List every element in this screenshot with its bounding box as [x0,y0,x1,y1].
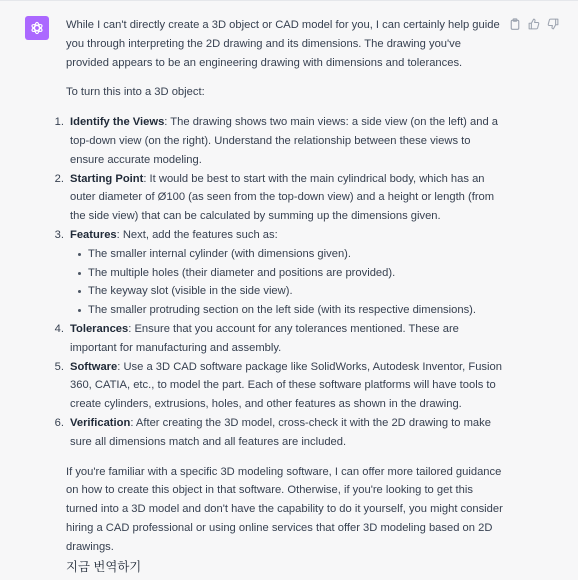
list-item [54,414,506,452]
step-text: : Use a 3D CAD software package like SolidWorks, Autodesk Inventor, Fusion 360, CATIA, etc., to model the part. Each of these software platforms will have tools to create cylinders, extrusions, holes, and other features as shown in the drawing. [70,360,502,411]
step-term: Identify the Views [70,116,165,129]
step-text: : It would be best to start with the main cylindrical body, which has an outer diameter of Ø100 (as seen from the top-down view) and a height or length (from the side view) that can be calculated by summing up the dimensions given. [70,172,495,223]
step-number: 5. [54,360,64,373]
thumbs-down-button[interactable] [546,17,559,30]
lead-paragraph: To turn this into a 3D object: [66,86,205,99]
message-content [54,16,506,576]
step-number: 3. [54,228,64,241]
step-text: : The drawing shows two main views: a side view (on the left) and a top-down view (on the right). Understand the relationship between these views to ensure accurate modeling. [70,116,499,166]
translate-now-link[interactable]: 지금 번역하기 [66,559,142,574]
message-actions [508,17,559,30]
intro-paragraph: While I can't directly create a 3D object or CAD model for you, I can certainly help guide you through interpreting the 2D drawing and its dimensions. The drawing you've provided appears to be an engineering drawing with dimensions and tolerances. [66,19,500,69]
step-term: Software [70,360,118,373]
sublist-item: The keyway slot (visible in the side view). [76,282,506,301]
step-text: : After creating the 3D model, cross-check it with the 2D drawing to make sure all dimensions match and all features are included. [70,416,491,448]
closing-paragraph: If you're familiar with a specific 3D modeling software, I can offer more tailored guidance on how to create this object in that software. Otherwise, if you're looking to get this turned into a 3D model and don't have the capability to do it yourself, you might consider hiring a CAD professional or using online services that offer 3D modeling based on 2D drawings. [66,465,503,553]
thumbs-down-icon [547,18,559,30]
features-sublist [70,245,506,320]
step-term: Starting Point [70,172,144,185]
steps-list [54,113,506,451]
step-term: Features [70,228,117,241]
list-item [54,358,506,414]
step-number: 6. [54,416,64,429]
openai-logo-icon [29,20,45,36]
list-item [54,113,506,169]
clipboard-icon [509,18,521,30]
step-text: : Next, add the features such as: [116,228,278,241]
sublist-item: The smaller protruding section on the left side (with its respective dimensions). [76,301,506,320]
step-term: Verification [70,416,131,429]
list-item [54,320,506,358]
thumbs-up-icon [528,18,540,30]
thumbs-up-button[interactable] [527,17,540,30]
assistant-avatar [25,16,49,40]
step-number: 2. [54,172,64,185]
copy-button[interactable] [508,17,521,30]
step-term: Tolerances [70,322,129,335]
list-item [54,226,506,320]
sublist-item: The multiple holes (their diameter and positions are provided). [76,264,506,283]
step-number: 4. [54,322,64,335]
sublist-item: The smaller internal cylinder (with dimensions given). [76,245,506,264]
step-text: : Ensure that you account for any tolerances mentioned. These are important for manufacturing and assembly. [70,322,459,354]
list-item [54,170,506,226]
step-number: 1. [54,116,64,129]
